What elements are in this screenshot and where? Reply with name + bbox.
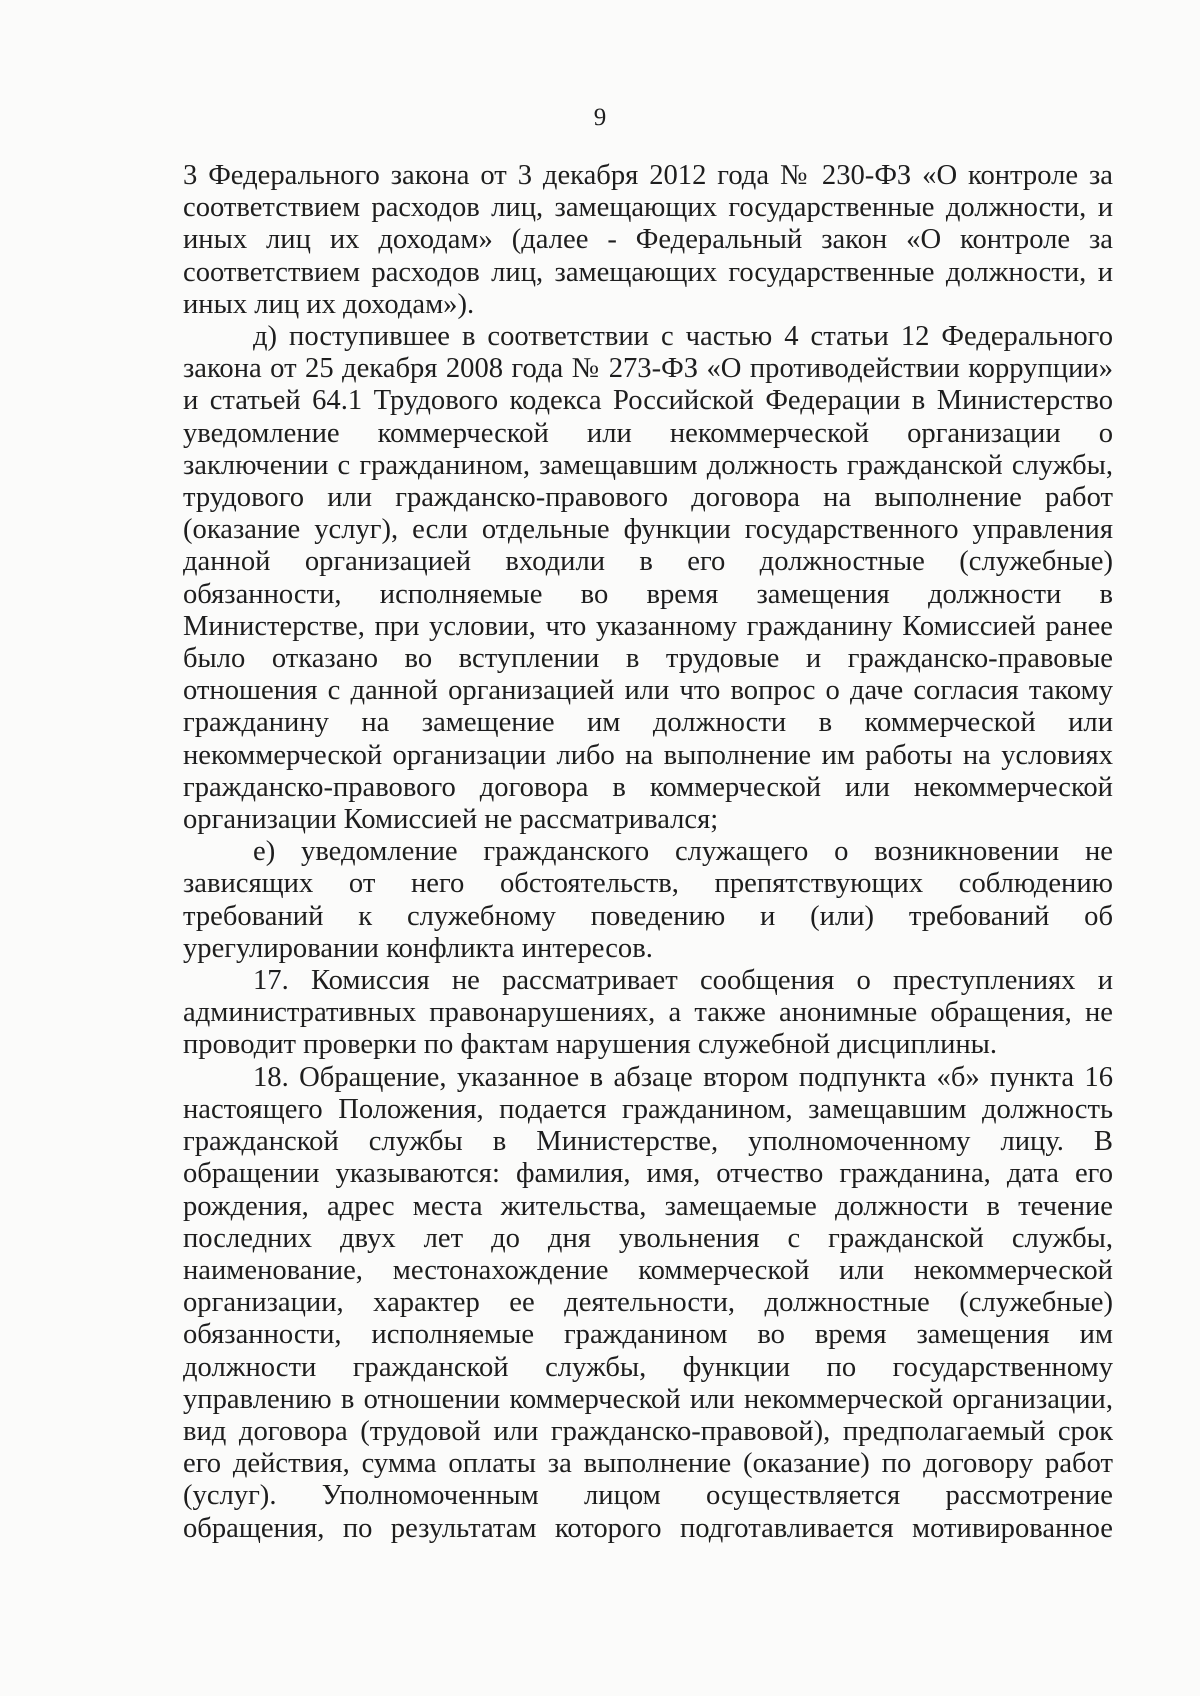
- text-line: 3 Федерального закона от 3 декабря 2012 года № 230-ФЗ «О контроле за: [183, 160, 1113, 191]
- text-line: обязанности, исполняемые во время замещения должности в: [183, 578, 1113, 610]
- text-line: требований к служебному поведению и (или) требований об: [183, 900, 1113, 932]
- paragraph: [183, 965, 1113, 1062]
- paragraph: [183, 1062, 1113, 1545]
- text-line: гражданину на замещение им должности в коммерческой или: [183, 707, 1113, 739]
- text-line: зависящих от него обстоятельств, препятствующих соблюдению: [183, 868, 1113, 900]
- text-line: (услуг). Уполномоченным лицом осуществляется рассмотрение: [183, 1480, 1113, 1512]
- text-line: проводит проверки по фактам нарушения служебной дисциплины.: [183, 1029, 998, 1061]
- text-line: отношения с данной организацией или что вопрос о даче согласия такому: [183, 675, 1113, 707]
- text-line: иных лиц их доходам»).: [183, 288, 475, 320]
- text-line: Министерстве, при условии, что указанному гражданину Комиссией ранее: [183, 610, 1113, 642]
- text-line: соответствием расходов лиц, замещающих государственные должности, и: [183, 192, 1113, 224]
- text-line: гражданско-правового договора в коммерческой или некоммерческой: [183, 771, 1113, 803]
- text-line: 18. Обращение, указанное в абзаце втором подпункта «б» пункта 16: [253, 1061, 1113, 1093]
- text-line: организации Комиссией не рассматривался;: [183, 804, 719, 836]
- text-line: административных правонарушениях, а также анонимные обращения, не: [183, 997, 1113, 1029]
- paragraph: [183, 321, 1113, 836]
- text-line: должности гражданской службы, функции по государственному: [183, 1351, 1113, 1383]
- paragraph: [183, 836, 1113, 965]
- text-line: некоммерческой организации либо на выполнение им работы на условиях: [183, 739, 1113, 771]
- text-line: (оказание услуг), если отдельные функции государственного управления: [183, 514, 1113, 546]
- text-line: обязанности, исполняемые гражданином во время замещения им: [183, 1319, 1113, 1351]
- text-line: рождения, адрес места жительства, замещаемые должности в течение: [183, 1190, 1113, 1222]
- text-line: е) уведомление гражданского служащего о возникновении не: [253, 836, 1113, 868]
- text-line: гражданской службы в Министерстве, уполномоченному лицу. В: [183, 1126, 1113, 1158]
- text-line: заключении с гражданином, замещавшим должность гражданской службы,: [183, 449, 1113, 481]
- document-body: [183, 160, 1113, 1545]
- text-line: соответствием расходов лиц, замещающих государственные должности, и: [183, 256, 1113, 288]
- text-line: трудового или гражданско-правового договора на выполнение работ: [183, 482, 1113, 514]
- text-line: управлению в отношении коммерческой или некоммерческой организации,: [183, 1383, 1113, 1415]
- text-line: вид договора (трудовой или гражданско-правовой), предполагаемый срок: [183, 1415, 1113, 1447]
- text-line: данной организацией входили в его должностные (служебные): [183, 546, 1113, 578]
- text-line: настоящего Положения, подается гражданином, замещавшим должность: [183, 1093, 1113, 1125]
- text-line: обращении указываются: фамилия, имя, отчество гражданина, дата его: [183, 1158, 1113, 1190]
- text-line: обращения, по результатам которого подготавливается мотивированное: [183, 1512, 1113, 1544]
- text-line: урегулировании конфликта интересов.: [183, 932, 653, 964]
- text-line: организации, характер ее деятельности, должностные (служебные): [183, 1287, 1113, 1319]
- page-number: 9: [593, 104, 607, 131]
- text-line: наименование, местонахождение коммерческой или некоммерческой: [183, 1254, 1113, 1286]
- text-line: д) поступившее в соответствии с частью 4 статьи 12 Федерального: [253, 321, 1113, 353]
- paragraph: [183, 160, 1113, 321]
- text-line: его действия, сумма оплаты за выполнение (оказание) по договору работ: [183, 1448, 1113, 1480]
- text-line: иных лиц их доходам» (далее - Федеральный закон «О контроле за: [183, 224, 1113, 256]
- text-line: 17. Комиссия не рассматривает сообщения о преступлениях и: [253, 965, 1113, 997]
- text-line: было отказано во вступлении в трудовые и гражданско-правовые: [183, 643, 1113, 675]
- text-line: и статьей 64.1 Трудового кодекса Российской Федерации в Министерство: [183, 385, 1113, 417]
- text-line: последних двух лет до дня увольнения с гражданской службы,: [183, 1222, 1113, 1254]
- text-line: закона от 25 декабря 2008 года № 273-ФЗ «О противодействии коррупции»: [183, 353, 1113, 385]
- text-line: уведомление коммерческой или некоммерческой организации о: [183, 417, 1113, 449]
